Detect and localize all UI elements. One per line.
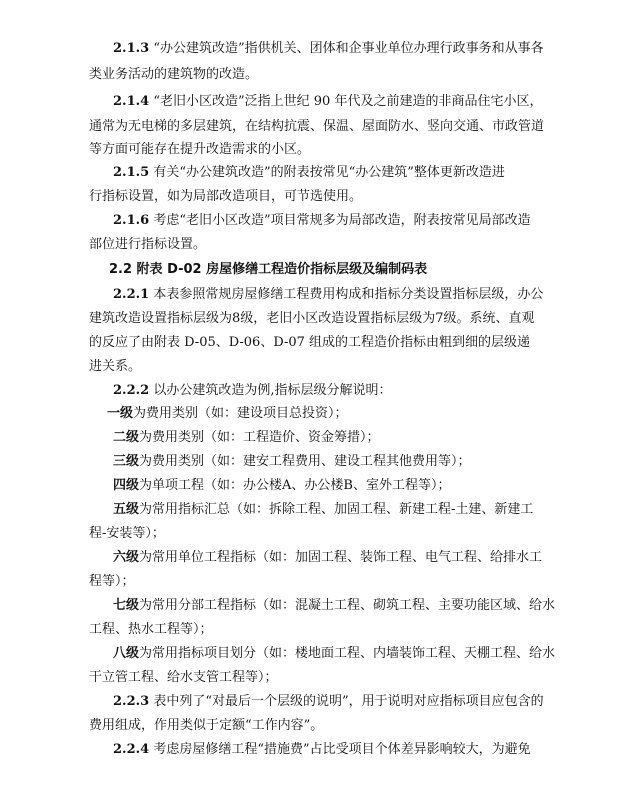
paragraph-line: 行指标设置，如为局部改造项目，可节选使用。: [89, 189, 363, 204]
paragraph-line: 费用组成，作用类似于定额“工作内容”。: [89, 718, 324, 733]
clause-number: 2.1.4: [113, 94, 150, 109]
section-heading: 2.2 附表 D-02 房屋修缮工程造价指标层级及编制码表: [109, 262, 428, 277]
clause-number: 2.1.3: [113, 41, 150, 56]
paragraph-line: 工程、热水工程等）；: [89, 622, 213, 637]
level-name: 一级: [107, 406, 134, 421]
paragraph-line: 等方面可能存在提升改造需求的小区。: [89, 142, 311, 157]
clause-number: 2.1.5: [113, 165, 150, 180]
paragraph-line: 通常为无电梯的多层建筑，在结构抗震、保温、屋面防水、竖向交通、市政管道: [89, 119, 545, 134]
paragraph-line: 程-安装等）；: [89, 526, 165, 541]
paragraph-line: 进关系。: [89, 359, 142, 374]
clause-number: 2.2.3: [113, 694, 150, 709]
paragraph-line: 2.2.4 考虑房屋修缮工程“措施费”占比受项目个体差异影响较大，为避免: [113, 742, 531, 757]
level-name: 六级: [113, 550, 140, 565]
paragraph-line: 2.1.6 考虑“老旧小区改造”项目常规多为局部改造，附表按常见局部改造: [113, 213, 531, 228]
paragraph-line: 2.2.2 以办公建筑改造为例,指标层级分解说明：: [113, 383, 392, 398]
level-name: 八级: [113, 646, 140, 661]
level-item: 七级为常用分部工程指标（如：混凝土工程、砌筑工程、主要功能区域、给水: [113, 598, 556, 613]
paragraph-line: 程等）；: [89, 574, 135, 589]
paragraph-line: 2.2.3 表中列了“对最后一个层级的说明”，用于说明对应指标项目应包含的: [113, 694, 544, 709]
paragraph-line: 的反应了由附表 D-05、D-06、D-07 组成的工程造价指标由粗到细的层级递: [89, 335, 531, 350]
clause-number: 2.2.2: [113, 383, 150, 398]
level-name: 七级: [113, 598, 140, 613]
level-item: 八级为常用指标项目划分（如：楼地面工程、内墙装饰工程、天棚工程、给水: [113, 646, 556, 661]
level-item: 六级为常用单位工程指标（如：加固工程、装饰工程、电气工程、给排水工: [113, 550, 543, 565]
clause-number: 2.2.4: [113, 742, 150, 757]
paragraph-line: 部位进行指标设置。: [89, 237, 207, 252]
paragraph-line: 干立管工程、给水支管工程等）；: [89, 670, 278, 685]
paragraph-line: 2.1.4 “老旧小区改造”泛指上世纪 90 年代及之前建造的非商品住宅小区，: [113, 94, 543, 109]
paragraph-line: 2.1.5 有关“办公建筑改造”的附表按常见“办公建筑”整体更新改造进: [113, 165, 505, 180]
level-item: 四级为单项工程（如：办公楼A、办公楼B、室外工程等）；: [113, 478, 451, 493]
paragraph-line: 类业务活动的建筑物的改造。: [89, 67, 259, 82]
clause-number: 2.2.1: [113, 287, 150, 302]
paragraph-line: 建筑改造设置指标层级为8级，老旧小区改造设置指标层级为7级。系统、直观: [89, 311, 535, 326]
paragraph-line: 2.1.3 “办公建筑改造”指供机关、团体和企事业单位办理行政事务和从事各: [113, 41, 544, 56]
level-item: 二级为费用类别（如：工程造价、资金筹措）；: [113, 430, 380, 445]
level-name: 五级: [113, 502, 140, 517]
level-name: 四级: [113, 478, 140, 493]
clause-number: 2.1.6: [113, 213, 150, 228]
level-name: 二级: [113, 430, 140, 445]
level-item: 三级为费用类别（如：建安工程费用、建设工程其他费用等）；: [113, 454, 471, 469]
paragraph-line: 2.2.1 本表参照常规房屋修缮工程费用构成和指标分类设置指标层级，办公: [113, 287, 544, 302]
level-name: 三级: [113, 454, 140, 469]
level-item: 一级为费用类别（如：建设项目总投资）；: [107, 406, 348, 421]
level-item: 五级为常用指标汇总（如：拆除工程、加固工程、新建工程-土建、新建工: [113, 502, 534, 517]
